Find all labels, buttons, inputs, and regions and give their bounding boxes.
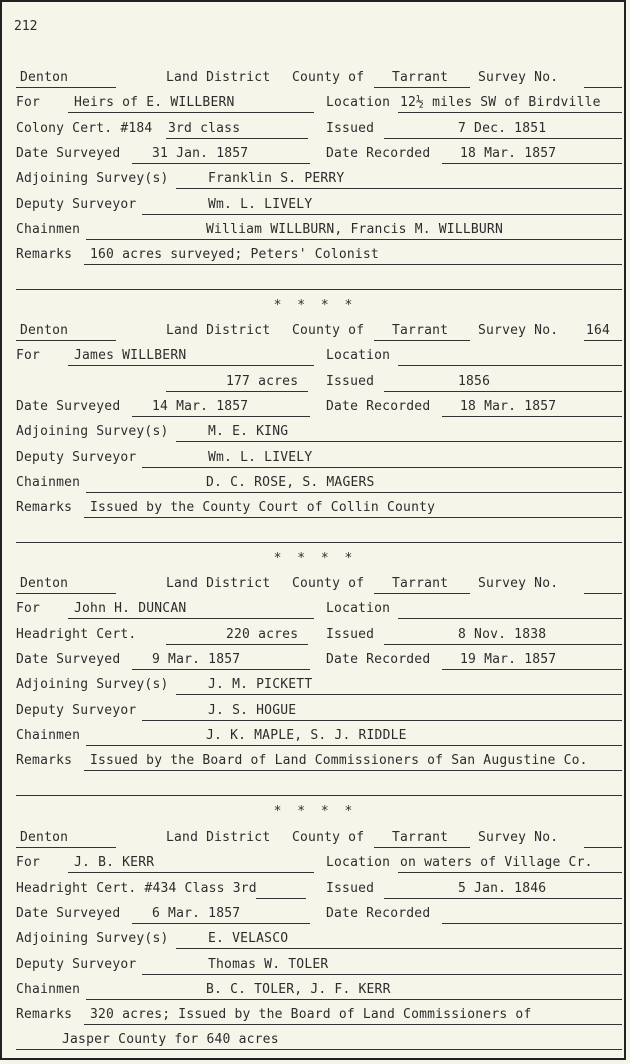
certificate-value [256, 881, 306, 899]
remarks-continuation-rule [16, 525, 622, 543]
grantee-value [68, 601, 314, 619]
adjoining-line [16, 677, 620, 697]
date-surveyed-value [132, 652, 310, 670]
location-value [398, 601, 622, 619]
district-line [16, 323, 620, 343]
remarks-continuation-line [16, 272, 620, 292]
survey-no-value [584, 830, 622, 848]
chainmen-label: Chainmen [16, 981, 81, 997]
survey-no-label: Survey No. [478, 576, 559, 591]
date-surveyed-value-text: 14 Mar. 1857 [152, 398, 249, 414]
certificate-line [16, 881, 620, 901]
certificate-label: Headright Cert. [16, 626, 137, 642]
certificate-line [16, 627, 620, 647]
grantee-value [68, 348, 314, 366]
date-recorded-value-text: 18 Mar. 1857 [460, 398, 557, 414]
location-value-text [398, 348, 400, 363]
grantee-value-text: John H. DUNCAN [74, 601, 187, 617]
certificate-label: Colony Cert. #184 [16, 120, 153, 136]
date-recorded-value-text [442, 906, 460, 921]
date-surveyed-label: Date Surveyed [16, 651, 121, 667]
date-surveyed-value-text: 9 Mar. 1857 [152, 651, 241, 667]
location-label: Location [326, 855, 391, 871]
adjoining-label: Adjoining Survey(s) [16, 171, 169, 187]
adjoining-value [176, 171, 622, 189]
remarks-continuation-line [16, 1032, 620, 1052]
land-district-value [16, 830, 116, 848]
date-recorded-label: Date Recorded [326, 398, 431, 414]
remarks-label: Remarks [16, 1007, 73, 1023]
deputy-surveyor-value [142, 703, 622, 721]
dates-line [16, 652, 620, 672]
grantee-value [68, 855, 314, 873]
date-recorded-label: Date Recorded [326, 905, 431, 921]
county-value [374, 70, 470, 88]
date-recorded-value-text: 19 Mar. 1857 [460, 651, 557, 667]
adjoining-label: Adjoining Survey(s) [16, 424, 169, 440]
remarks-value-text: 160 acres surveyed; Peters' Colonist [90, 247, 379, 263]
survey-no-value [584, 323, 622, 341]
chainmen-label: Chainmen [16, 221, 81, 237]
land-district-label: Land District [166, 576, 271, 591]
date-surveyed-value [132, 906, 310, 924]
record-separator: * * * * [273, 551, 357, 566]
remarks-value [84, 753, 622, 771]
remarks-label: Remarks [16, 500, 73, 516]
adjoining-value [176, 931, 622, 949]
certificate-label: Headright Cert. #434 Class 3rd [16, 880, 257, 896]
issued-value [384, 627, 622, 645]
date-recorded-label: Date Recorded [326, 651, 431, 667]
land-district-value-text: Denton [20, 70, 69, 85]
for-line [16, 601, 620, 621]
dates-line [16, 906, 620, 926]
date-surveyed-label: Date Surveyed [16, 905, 121, 921]
deputy-line [16, 703, 620, 723]
adjoining-value [176, 677, 622, 695]
deputy-surveyor-label: Deputy Surveyor [16, 196, 137, 212]
issued-label: Issued [326, 373, 375, 389]
remarks-continuation-rule [16, 778, 622, 796]
for-line [16, 855, 620, 875]
county-value [374, 830, 470, 848]
location-value-text: on waters of Village Cr. [400, 855, 593, 871]
deputy-surveyor-value [142, 450, 622, 468]
remarks-value-text: Issued by the County Court of Collin County [90, 500, 436, 516]
certificate-value [166, 374, 308, 392]
for-line [16, 95, 620, 115]
county-value-text: Tarrant [392, 323, 449, 338]
location-value [398, 95, 622, 113]
county-label: County of [292, 576, 365, 591]
deputy-line [16, 957, 620, 977]
county-value [374, 323, 470, 341]
deputy-surveyor-label: Deputy Surveyor [16, 956, 137, 972]
chainmen-label: Chainmen [16, 727, 81, 743]
dates-line [16, 399, 620, 419]
certificate-line [16, 374, 620, 394]
chainmen-value-text: J. K. MAPLE, S. J. RIDDLE [206, 727, 407, 743]
land-district-value [16, 70, 116, 88]
certificate-value [166, 627, 308, 645]
deputy-line [16, 450, 620, 470]
deputy-surveyor-value-text: Wm. L. LIVELY [208, 196, 313, 212]
remarks-continuation-line [16, 778, 620, 798]
certificate-value [166, 121, 308, 139]
deputy-surveyor-value [142, 957, 622, 975]
page-number: 212 [14, 19, 38, 34]
remarks-value-text: Issued by the Board of Land Commissioners of San Augustine Co. [90, 753, 588, 769]
grantee-value [68, 95, 314, 113]
certificate-value-text: 177 acres [226, 373, 299, 389]
chainmen-value-text: B. C. TOLER, J. F. KERR [206, 981, 391, 997]
issued-value [384, 881, 622, 899]
date-recorded-value-text: 18 Mar. 1857 [460, 145, 557, 161]
county-label: County of [292, 830, 365, 845]
date-surveyed-value-text: 31 Jan. 1857 [152, 145, 249, 161]
for-label: For [16, 95, 41, 111]
remarks-value [84, 500, 622, 518]
issued-value-text: 5 Jan. 1846 [458, 880, 547, 896]
deputy-surveyor-value-text: Wm. L. LIVELY [208, 449, 313, 465]
chainmen-value-text: D. C. ROSE, S. MAGERS [206, 474, 375, 490]
location-value-text: 12½ miles SW of Birdville [400, 95, 601, 111]
adjoining-line [16, 424, 620, 444]
deputy-surveyor-value-text: Thomas W. TOLER [208, 956, 329, 972]
chainmen-value-text: William WILLBURN, Francis M. WILLBURN [206, 221, 503, 237]
chainmen-line [16, 475, 620, 495]
issued-value-text: 7 Dec. 1851 [458, 120, 547, 136]
dates-line [16, 146, 620, 166]
land-district-value-text: Denton [20, 830, 69, 845]
land-district-value-text: Denton [20, 323, 69, 338]
county-label: County of [292, 70, 365, 85]
remarks-value-text: 320 acres; Issued by the Board of Land Commissioners of [90, 1007, 532, 1023]
certificate-value-text: 220 acres [226, 626, 299, 642]
remarks-continuation-value [16, 1032, 622, 1050]
land-district-value-text: Denton [20, 576, 69, 591]
grantee-value-text: James WILLBERN [74, 348, 187, 364]
date-surveyed-label: Date Surveyed [16, 398, 121, 414]
date-surveyed-label: Date Surveyed [16, 145, 121, 161]
remarks-label: Remarks [16, 753, 73, 769]
district-line [16, 576, 620, 596]
adjoining-value-text: M. E. KING [208, 424, 289, 440]
survey-no-value-text [584, 830, 586, 845]
location-value [398, 855, 622, 873]
for-line [16, 348, 620, 368]
remarks-line [16, 500, 620, 520]
chainmen-value [86, 475, 622, 493]
grantee-value-text: Heirs of E. WILLBERN [74, 95, 235, 111]
location-label: Location [326, 601, 391, 617]
issued-value [384, 374, 622, 392]
deputy-line [16, 197, 620, 217]
remarks-line [16, 1007, 620, 1027]
certificate-line [16, 121, 620, 141]
issued-value-text: 1856 [458, 373, 491, 389]
grantee-value-text: J. B. KERR [74, 855, 155, 871]
county-value [374, 576, 470, 594]
chainmen-value [86, 982, 622, 1000]
county-value-text: Tarrant [392, 830, 449, 845]
survey-no-value-text: 164 [586, 323, 611, 338]
remarks-line [16, 753, 620, 773]
location-label: Location [326, 95, 391, 111]
record-separator: * * * * [273, 298, 357, 313]
date-surveyed-value [132, 399, 310, 417]
land-district-value [16, 576, 116, 594]
chainmen-label: Chainmen [16, 474, 81, 490]
district-line [16, 830, 620, 850]
land-district-value [16, 323, 116, 341]
date-recorded-value [442, 906, 622, 924]
chainmen-line [16, 982, 620, 1002]
adjoining-value [176, 424, 622, 442]
adjoining-value-text: E. VELASCO [208, 931, 289, 947]
chainmen-value [86, 222, 622, 240]
chainmen-line [16, 222, 620, 242]
county-value-text: Tarrant [392, 576, 449, 591]
county-value-text: Tarrant [392, 70, 449, 85]
issued-value-text: 8 Nov. 1838 [458, 626, 547, 642]
issued-value [384, 121, 622, 139]
deputy-surveyor-value-text: J. S. HOGUE [208, 702, 297, 718]
location-value [398, 348, 622, 366]
location-value-text [398, 601, 400, 616]
certificate-value-text: 3rd class [168, 120, 241, 136]
survey-no-value-text [584, 576, 586, 591]
chainmen-line [16, 728, 620, 748]
land-district-label: Land District [166, 830, 271, 845]
survey-no-value [584, 576, 622, 594]
date-recorded-value [442, 652, 622, 670]
date-surveyed-value [132, 146, 310, 164]
remarks-value [84, 1007, 622, 1025]
land-district-label: Land District [166, 323, 271, 338]
record-separator: * * * * [273, 804, 357, 819]
for-label: For [16, 601, 41, 617]
remarks-continuation-rule [16, 272, 622, 290]
survey-no-label: Survey No. [478, 323, 559, 338]
date-surveyed-value-text: 6 Mar. 1857 [152, 905, 241, 921]
district-line [16, 70, 620, 90]
survey-no-label: Survey No. [478, 70, 559, 85]
survey-no-value-text [584, 70, 586, 85]
date-recorded-label: Date Recorded [326, 145, 431, 161]
land-district-label: Land District [166, 70, 271, 85]
deputy-surveyor-label: Deputy Surveyor [16, 449, 137, 465]
deputy-surveyor-label: Deputy Surveyor [16, 702, 137, 718]
issued-label: Issued [326, 120, 375, 136]
county-label: County of [292, 323, 365, 338]
adjoining-value-text: Franklin S. PERRY [208, 171, 345, 187]
for-label: For [16, 348, 41, 364]
location-label: Location [326, 348, 391, 364]
for-label: For [16, 855, 41, 871]
deputy-surveyor-value [142, 197, 622, 215]
remarks-continuation-line [16, 525, 620, 545]
issued-label: Issued [326, 626, 375, 642]
survey-no-value [584, 70, 622, 88]
remarks-line [16, 247, 620, 267]
remarks-label: Remarks [16, 247, 73, 263]
survey-no-label: Survey No. [478, 830, 559, 845]
remarks-continuation-value-text: Jasper County for 640 acres [62, 1032, 279, 1048]
adjoining-line [16, 931, 620, 951]
chainmen-value [86, 728, 622, 746]
remarks-value [84, 247, 622, 265]
adjoining-value-text: J. M. PICKETT [208, 677, 313, 693]
date-recorded-value [442, 146, 622, 164]
adjoining-line [16, 171, 620, 191]
adjoining-label: Adjoining Survey(s) [16, 677, 169, 693]
adjoining-label: Adjoining Survey(s) [16, 931, 169, 947]
date-recorded-value [442, 399, 622, 417]
issued-label: Issued [326, 880, 375, 896]
